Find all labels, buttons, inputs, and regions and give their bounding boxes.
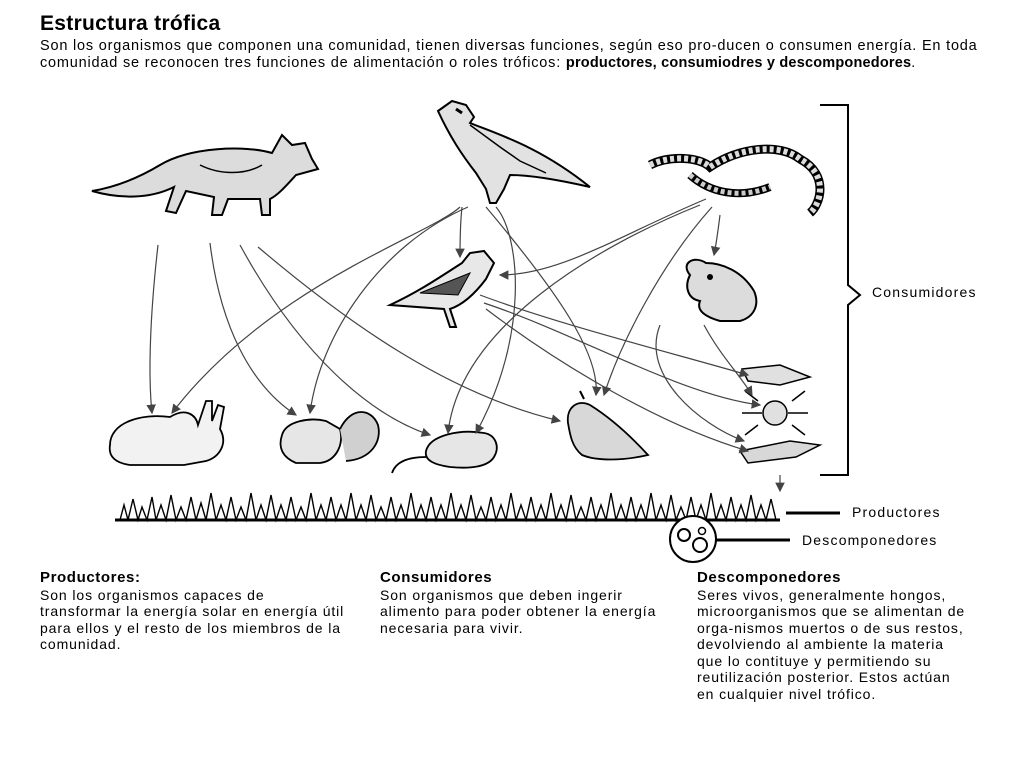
insects-illustration [740, 365, 820, 463]
food-web-diagram [0, 95, 1024, 565]
intro-text: Son los organismos que componen una comunidad, tienen diversas funciones, según eso pro-ducen o consumen energía. En toda comunidad se reconocen tres funciones de alimentación o roles tróficos: [40, 38, 978, 71]
intro-bold-roles: productores, consumiodres y descomponedores [565, 55, 912, 71]
rabbit-illustration [110, 401, 224, 465]
small-bird-illustration [390, 251, 494, 327]
consumers-bracket [820, 105, 860, 475]
frog-illustration [687, 260, 757, 321]
consumers-heading: Consumidores [380, 569, 493, 586]
grass-producers [115, 493, 780, 520]
squirrel-illustration [281, 412, 379, 463]
decomposers-heading: Descomponedores [697, 569, 842, 586]
producers-description [40, 570, 350, 653]
mouse-illustration [392, 432, 497, 473]
decomposers-label: Descomponedores [802, 532, 938, 548]
intro-end: . [911, 55, 917, 71]
consumers-text: Son organismos que deben ingerir alimento para poder obtener la energía necesaria para vivir. [380, 586, 657, 636]
page-title: Estructura trófica [40, 12, 221, 35]
consumers-description [380, 570, 665, 636]
decomposer-microorganisms [670, 516, 716, 562]
decomposers-text: Seres vivos, generalmente hongos, microorganismos que se alimentan de orga-nismos muertos o de sus restos, devolviendo al ambiente la materia que lo contituye y permitiendo su reutilización posterior. Estos actúan en cualquier nivel trófico. [697, 586, 966, 702]
consumers-label: Consumidores [872, 284, 977, 300]
fox-illustration [92, 135, 318, 215]
producers-label: Productores [852, 504, 941, 520]
food-web-svg [0, 95, 1024, 565]
producers-heading: Productores: [40, 569, 141, 586]
producers-text: Son los organismos capaces de transformar la energía solar en energía útil para ellos y el resto de los miembros de la comunidad. [40, 586, 345, 652]
hawk-illustration [438, 101, 590, 203]
intro-paragraph [40, 38, 990, 72]
decomposers-description [697, 570, 967, 702]
snake-illustration [650, 149, 820, 213]
quail-illustration [568, 391, 648, 460]
